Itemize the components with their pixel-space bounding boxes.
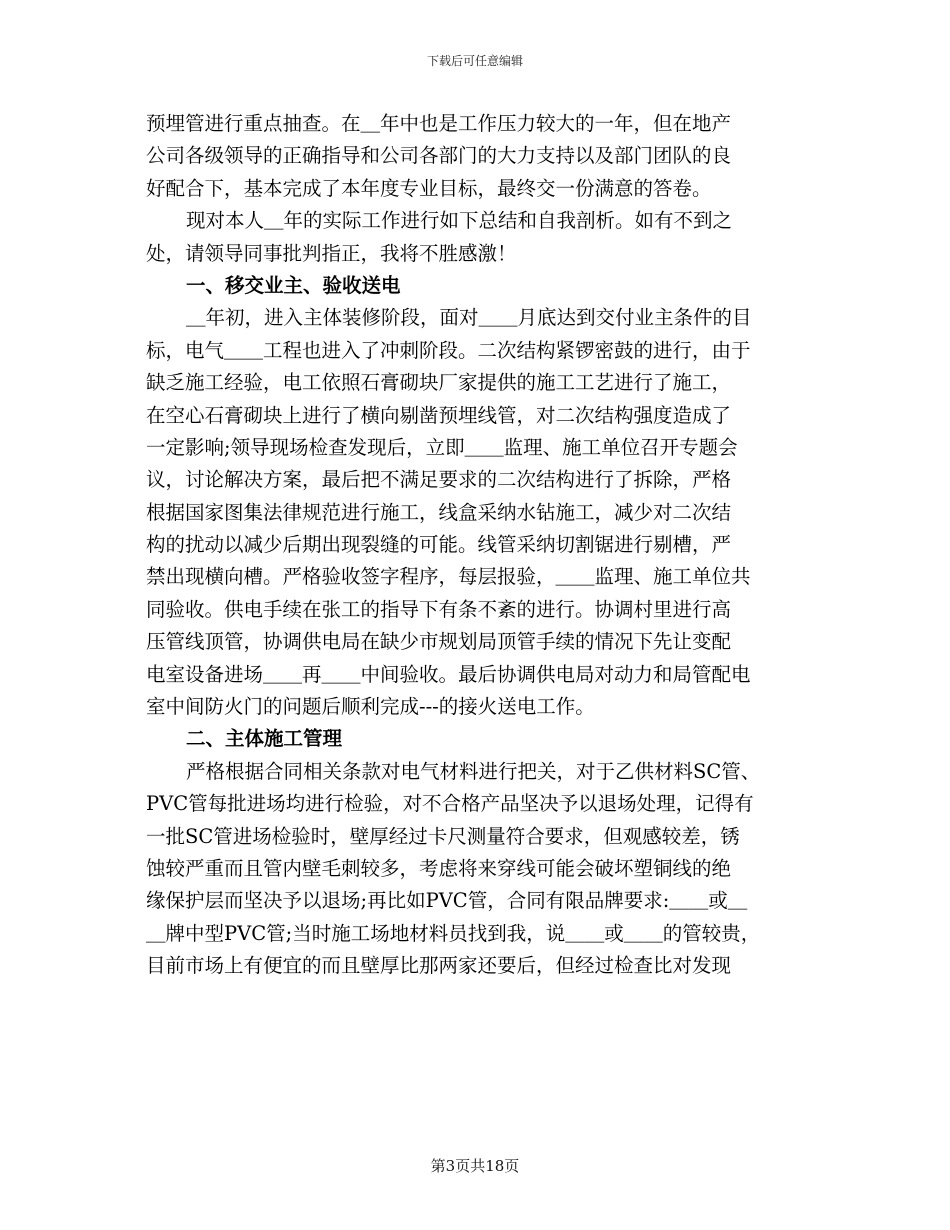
text-line: 目前市场上有便宜的而且壁厚比那两家还要后，但经过检查比对发现 (146, 954, 732, 978)
text-line: 缘保护层而坚决予以退场;再比如PVC管，合同有限品牌要求:＿＿或＿ (146, 889, 748, 913)
text-line: 一批SC管进场检验时，壁厚经过卡尺测量符合要求，但观感较差，锈 (146, 824, 740, 848)
text-line: 好配合下，基本完成了本年度专业目标，最终交一份满意的答卷。 (146, 176, 712, 200)
text-line: 压管线顶管，协调供电局在缺少市规划局顶管手续的情况下先让变配 (146, 630, 732, 654)
paragraph-start: 现对本人＿年的实际工作进行如下总结和自我剖析。如有不到之 (186, 209, 733, 233)
text-line: 根据国家图集法律规范进行施工，线盒采纳水钻施工，减少对二次结 (146, 500, 732, 524)
text-line: 禁出现横向槽。严格验收签字程序，每层报验，＿＿监理、施工单位共 (146, 565, 751, 589)
text-line: 缺乏施工经验，电工依照石膏砌块厂家提供的施工工艺进行了施工， (146, 371, 732, 395)
text-line: 室中间防火门的问题后顺利完成---的接火送电工作。 (146, 695, 595, 719)
paragraph-start: ＿年初，进入主体装修阶段，面对＿＿月底达到交付业主条件的目 (186, 306, 752, 330)
page-header: 下载后可任意编辑 (426, 54, 523, 68)
text-line: 电室设备进场＿＿再＿＿中间验收。最后协调供电局对动力和局管配电 (146, 662, 751, 686)
text-line: 预埋管进行重点抽查。在＿年中也是工作压力较大的一年，但在地产 (146, 112, 732, 135)
page-number: 第3页共18页 (430, 1157, 520, 1175)
text-line: 构的扰动以减少后期出现裂缝的可能。线管采纳切割锯进行剔槽，严 (146, 533, 732, 557)
section-heading: 一、移交业主、验收送电 (186, 273, 401, 297)
text-line: ＿牌中型PVC管;当时施工场地材料员找到我，说＿＿或＿＿的管较贵， (146, 921, 761, 945)
text-line: 公司各级领导的正确指导和公司各部门的大力支持以及部门团队的良 (146, 144, 732, 168)
section-heading: 二、主体施工管理 (186, 727, 343, 751)
text-line: 蚀较严重而且管内壁毛刺较多，考虑将来穿线可能会破坏塑铜线的绝 (146, 856, 732, 880)
document-body (146, 108, 814, 983)
text-line: 同验收。供电手续在张工的指导下有条不紊的进行。协调村里进行高 (146, 597, 732, 621)
text-line: 议，讨论解决方案，最后把不满足要求的二次结构进行了拆除，严格 (146, 468, 732, 492)
text-line: 一定影响;领导现场检查发现后，立即＿＿监理、施工单位召开专题会 (146, 435, 738, 459)
text-line: 在空心石膏砌块上进行了横向剔凿预埋线管，对二次结构强度造成了 (146, 403, 732, 427)
text-line: 标，电气＿＿工程也进入了冲刺阶段。二次结构紧锣密鼓的进行，由于 (146, 338, 751, 362)
paragraph-start: 严格根据合同相关条款对电气材料进行把关，对于乙供材料SC管、 (186, 759, 761, 783)
text-line: 处，请领导同事批判指正，我将不胜感激！ (146, 241, 517, 265)
text-line: PVC管每批进场均进行检验，对不合格产品坚决予以退场处理，记得有 (146, 792, 754, 816)
